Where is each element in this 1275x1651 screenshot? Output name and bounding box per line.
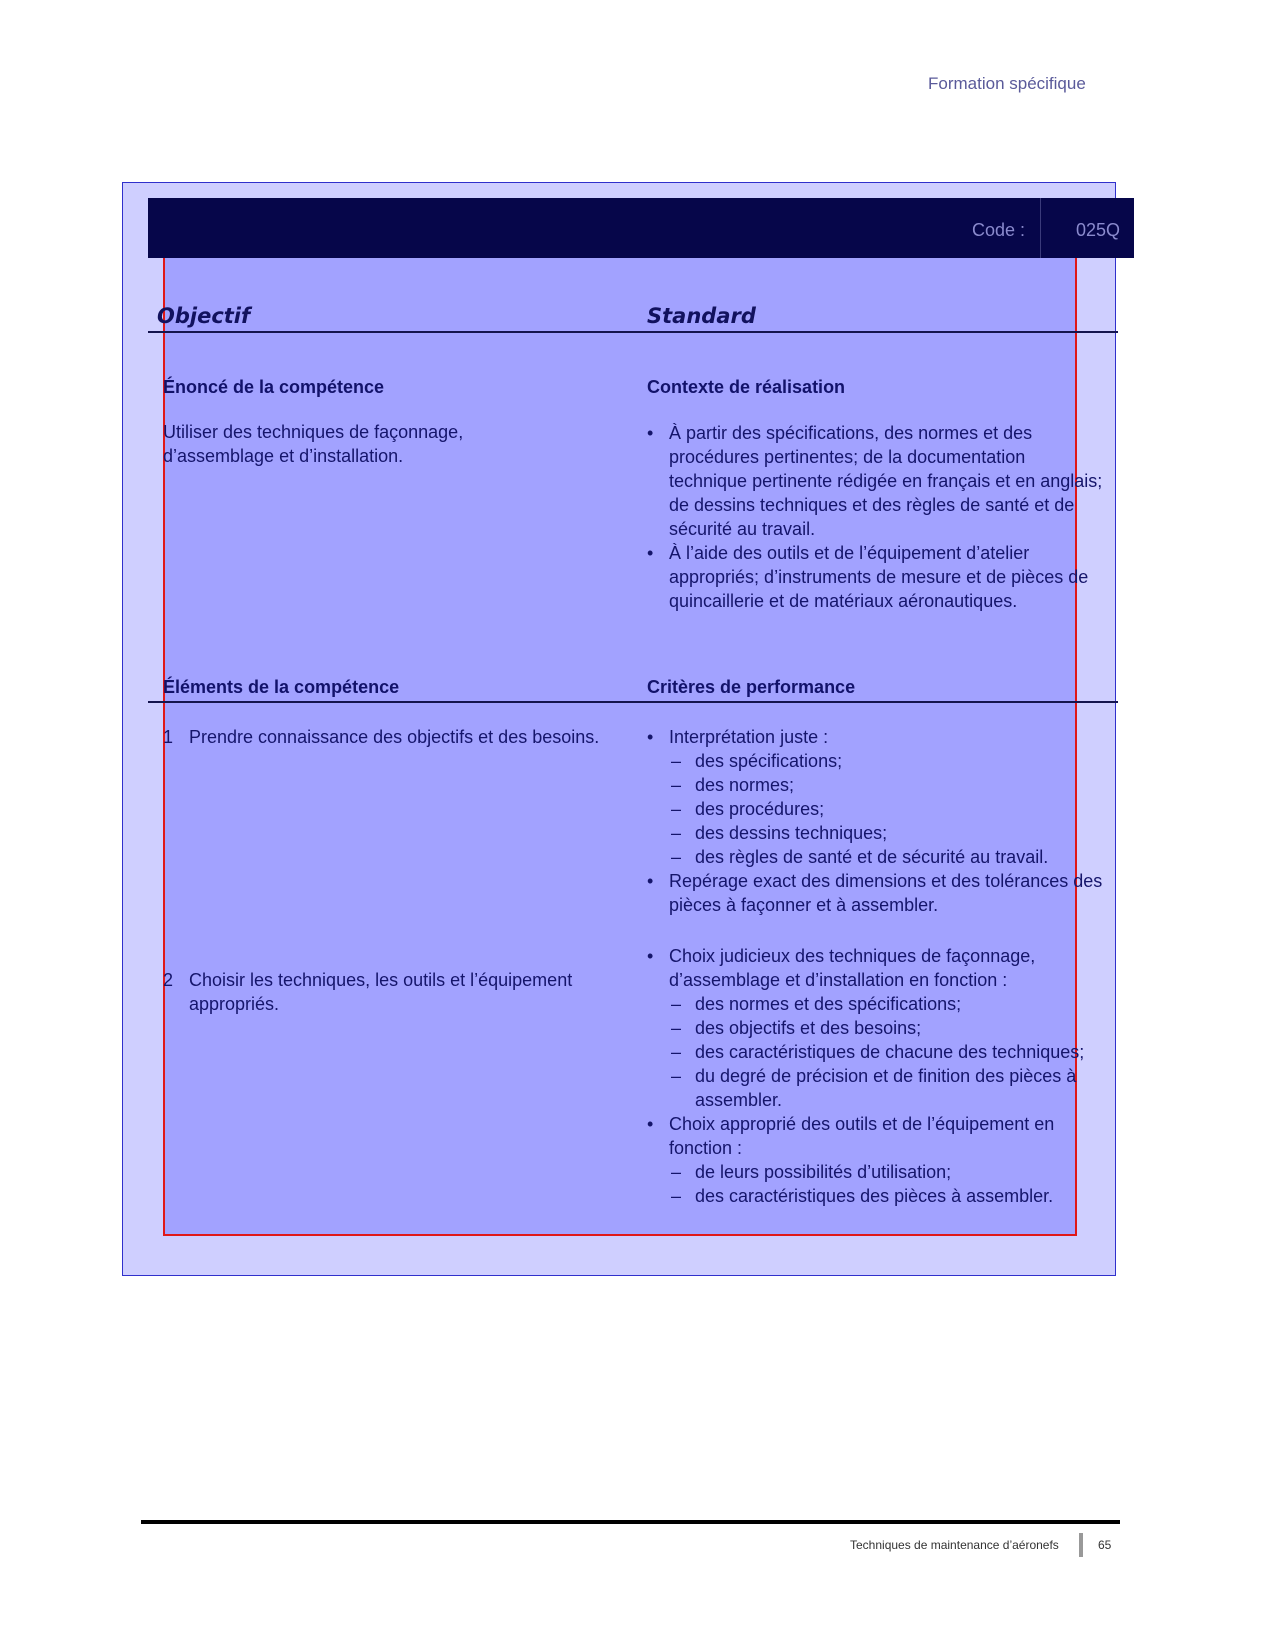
dash-icon: – xyxy=(671,823,682,843)
objectif-heading: Objectif xyxy=(157,304,251,328)
code-value: 025Q xyxy=(1076,220,1121,240)
context-list xyxy=(647,421,1105,613)
dash-icon: – xyxy=(671,847,682,867)
bullet-icon: • xyxy=(647,946,654,966)
criteria-heading: Critères de performance xyxy=(647,677,856,697)
running-head: Formation spécifique xyxy=(928,74,1086,93)
dash-icon: – xyxy=(671,994,682,1014)
context-item-text: À partir des spécifications, des normes et des procédures pertinentes; de la documentation technique pertinente rédigée en français et en anglais; de dessins techniques et des règles de santé et de sécurité au travail. xyxy=(669,423,1103,539)
bullet-icon: • xyxy=(647,871,654,891)
sub-criterion-text: des procédures; xyxy=(695,799,825,819)
sub-criterion-text: du degré de précision et de finition des pièces à assembler. xyxy=(695,1066,1077,1110)
dash-icon: – xyxy=(671,1066,682,1086)
element-text: Choisir les techniques, les outils et l’équipement appropriés. xyxy=(189,970,573,1014)
sub-criterion xyxy=(669,749,1105,773)
sub-criterion-text: des règles de santé et de sécurité au travail. xyxy=(695,847,1049,867)
dash-icon: – xyxy=(671,1042,682,1062)
element-2 xyxy=(163,968,659,1016)
page-number: 65 xyxy=(1098,1538,1112,1552)
criterion-text: Choix judicieux des techniques de façonnage, d’assemblage et d’installation en fonction : xyxy=(669,946,1036,990)
context-item-text: À l’aide des outils et de l’équipement d’atelier appropriés; d’instruments de mesure et de pièces de quincaillerie et de matériaux aéronautiques. xyxy=(669,543,1089,611)
dash-icon: – xyxy=(671,1162,682,1182)
sub-criterion-text: des dessins techniques; xyxy=(695,823,888,843)
criterion-text: Interprétation juste : xyxy=(669,727,829,747)
bullet-icon: • xyxy=(647,543,654,563)
sub-criterion-text: des spécifications; xyxy=(695,751,843,771)
footer-rule xyxy=(141,1520,1120,1524)
sub-criterion xyxy=(669,821,1105,845)
criterion xyxy=(647,725,1105,869)
sub-criterion xyxy=(669,845,1105,869)
sub-criterion-text: de leurs possibilités d’utilisation; xyxy=(695,1162,952,1182)
criteria-list-2 xyxy=(647,944,1105,1208)
bullet-icon: • xyxy=(647,727,654,747)
criteria-list-1 xyxy=(647,725,1105,917)
dash-icon: – xyxy=(671,799,682,819)
element-number: 1 xyxy=(163,727,174,747)
criterion-text: Choix approprié des outils et de l’équipement en fonction : xyxy=(669,1114,1055,1158)
sub-criterion-text: des normes; xyxy=(695,775,795,795)
dash-icon: – xyxy=(671,1018,682,1038)
sub-criterion-text: des caractéristiques de chacune des techniques; xyxy=(695,1042,1085,1062)
dash-icon: – xyxy=(671,775,682,795)
sub-criterion-text: des normes et des spécifications; xyxy=(695,994,962,1014)
sub-criterion xyxy=(669,1064,1105,1112)
sub-criterion xyxy=(669,1016,1105,1040)
sub-criterion xyxy=(669,992,1105,1016)
standard-heading: Standard xyxy=(647,304,756,328)
context-item xyxy=(647,421,1105,541)
elements-rule xyxy=(148,701,1118,703)
sub-criterion-text: des objectifs et des besoins; xyxy=(695,1018,922,1038)
header-rule xyxy=(148,331,1118,333)
sub-criterion xyxy=(669,797,1105,821)
sub-criterion-text: des caractéristiques des pièces à assembler. xyxy=(695,1186,1054,1206)
sub-criterion xyxy=(669,773,1105,797)
bullet-icon: • xyxy=(647,1114,654,1134)
sub-criterion xyxy=(669,1160,1105,1184)
sub-criterion xyxy=(669,1040,1105,1064)
bullet-icon: • xyxy=(647,423,654,443)
element-1 xyxy=(163,725,644,749)
context-item xyxy=(647,541,1105,613)
footer-title: Techniques de maintenance d’aéronefs xyxy=(850,1538,1059,1552)
criterion-text: Repérage exact des dimensions et des tolérances des pièces à façonner et à assembler. xyxy=(669,871,1103,915)
criterion xyxy=(647,869,1105,917)
element-text: Prendre connaissance des objectifs et des besoins. xyxy=(189,727,600,747)
element-number: 2 xyxy=(163,970,174,990)
elements-heading: Éléments de la compétence xyxy=(163,677,400,697)
context-heading: Contexte de réalisation xyxy=(647,377,846,397)
competence-heading: Énoncé de la compétence xyxy=(163,377,385,397)
criterion xyxy=(647,1112,1105,1208)
competence-statement: Utiliser des techniques de façonnage, d’assemblage et d’installation. xyxy=(163,422,464,466)
sub-criterion xyxy=(669,1184,1105,1208)
code-label: Code : xyxy=(972,220,1026,240)
code-divider xyxy=(1040,198,1041,258)
footer-separator xyxy=(1079,1533,1083,1557)
dash-icon: – xyxy=(671,1186,682,1206)
dash-icon: – xyxy=(671,751,682,771)
criterion xyxy=(647,944,1105,1112)
